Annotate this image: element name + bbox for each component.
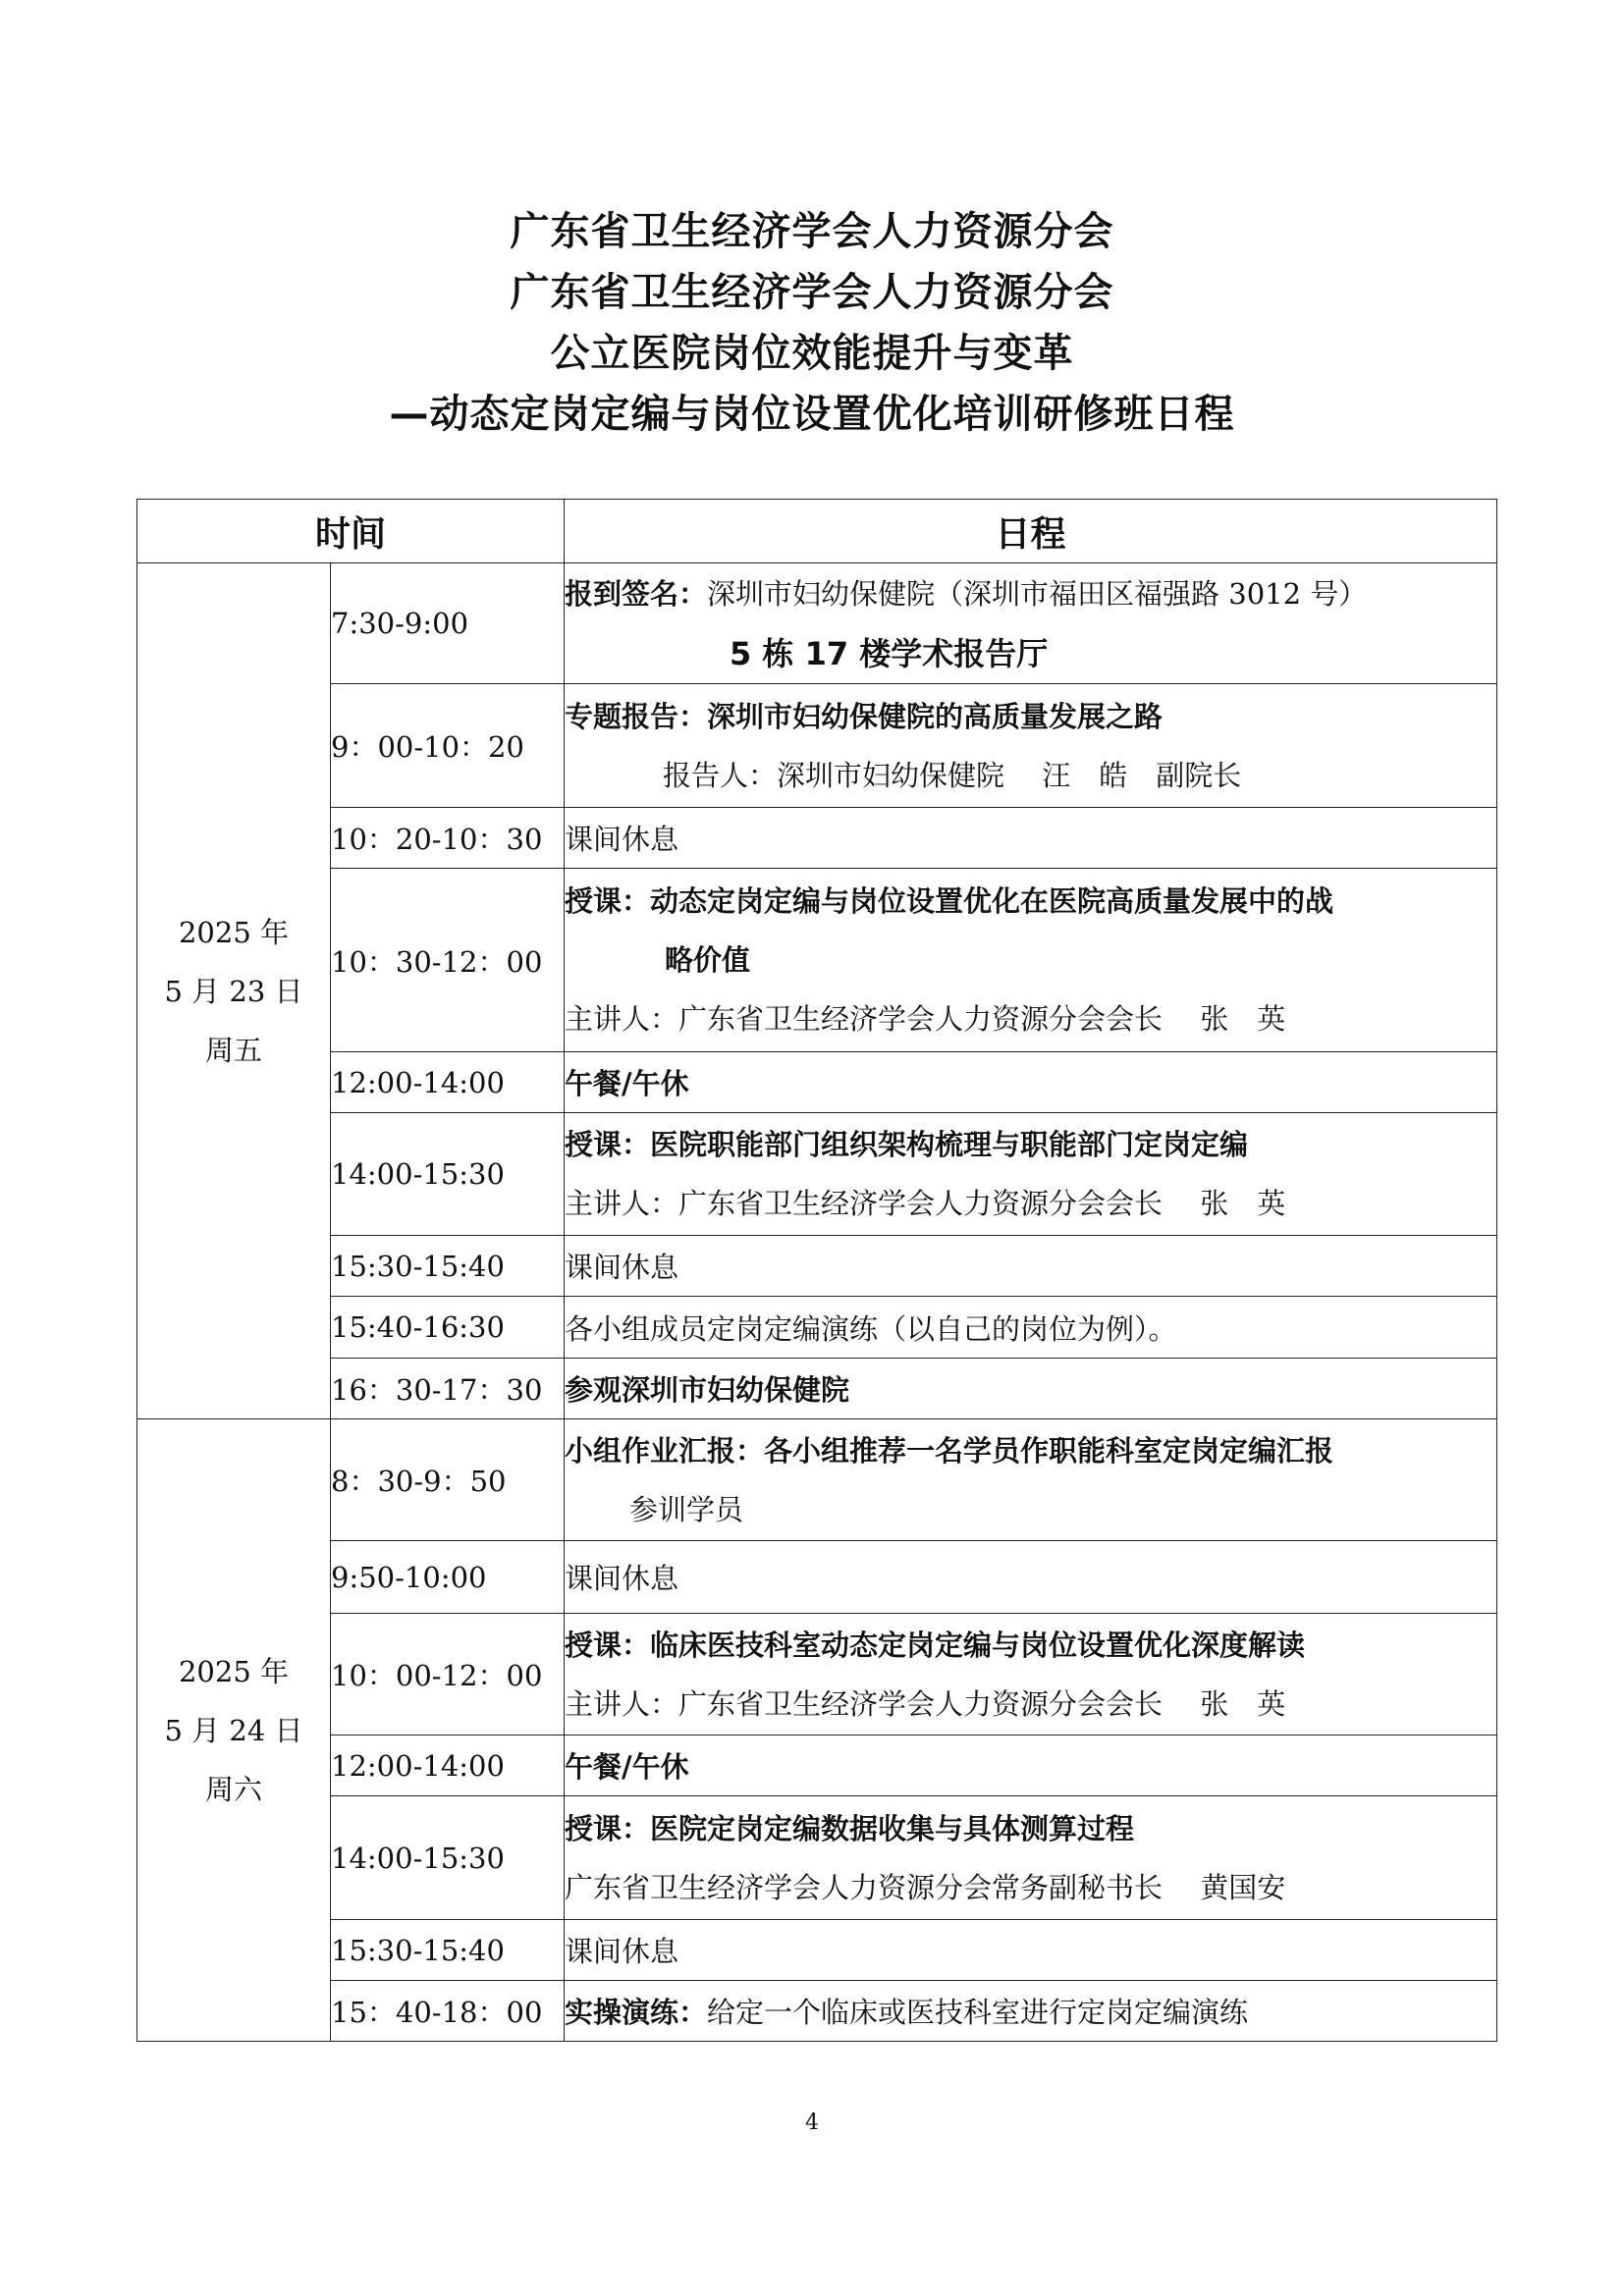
time-cell: 15:40-16:30 <box>331 1297 565 1359</box>
program-cell: 午餐/午休 <box>565 1052 1497 1113</box>
program-label: 小组作业汇报：各小组推荐一名学员作职能科室定岗定编汇报 <box>565 1433 1334 1468</box>
table-row <box>137 1113 1497 1236</box>
table-header-row <box>137 500 1497 563</box>
program-cell: 午餐/午休 <box>565 1735 1497 1796</box>
program-cell: 课间休息 <box>565 808 1497 869</box>
day2-weekday: 周六 <box>204 1772 262 1806</box>
table-row <box>137 1981 1497 2042</box>
time-cell: 10：30-12：00 <box>331 869 565 1052</box>
header-schedule: 日程 <box>565 500 1497 563</box>
day1-date-cell <box>137 563 331 1419</box>
time-cell: 10：20-10：30 <box>331 808 565 869</box>
program-label: 专题报告：深圳市妇幼保健院的高质量发展之路 <box>565 699 1164 733</box>
table-row <box>137 1735 1497 1796</box>
table-row <box>137 684 1497 808</box>
program-cell <box>565 1981 1497 2042</box>
program-cell: 各小组成员定岗定编演练（以自己的岗位为例）。 <box>565 1297 1497 1359</box>
program-cell <box>565 1614 1497 1735</box>
table-row <box>137 1796 1497 1920</box>
program-cell <box>565 563 1497 684</box>
table-row <box>137 563 1497 684</box>
table-row <box>137 1614 1497 1735</box>
table-row <box>137 808 1497 869</box>
time-cell: 15:30-15:40 <box>331 1236 565 1297</box>
program-cell <box>565 1113 1497 1236</box>
day1-date: 5 月 23 日 <box>164 974 303 1008</box>
program-cell <box>565 1419 1497 1541</box>
title-line-3: 公立医院岗位效能提升与变革 <box>550 331 1074 376</box>
day1-weekday: 周五 <box>204 1033 262 1067</box>
program-extra: 5 栋 17 楼学术报告厅 <box>730 634 1049 672</box>
table-row <box>137 1920 1497 1981</box>
time-cell: 14:00-15:30 <box>331 1113 565 1236</box>
table-row <box>137 1359 1497 1419</box>
document-title <box>0 201 1624 445</box>
program-cell <box>565 684 1497 808</box>
time-cell: 12:00-14:00 <box>331 1735 565 1796</box>
program-cell: 课间休息 <box>565 1236 1497 1297</box>
program-label: 授课：医院定岗定编数据收集与具体测算过程 <box>565 1811 1135 1845</box>
time-cell: 14:00-15:30 <box>331 1796 565 1920</box>
table-row <box>137 1419 1497 1541</box>
time-cell: 16：30-17：30 <box>331 1359 565 1419</box>
day2-year: 2025 年 <box>178 1654 290 1688</box>
time-cell: 15:30-15:40 <box>331 1920 565 1981</box>
program-speaker: 主讲人：广东省卫生经济学会人力资源分会会长 张 英 <box>565 1187 1286 1220</box>
day1-year: 2025 年 <box>178 915 290 949</box>
program-speaker: 参训学员 <box>629 1492 744 1526</box>
program-text: 给定一个临床或医技科室进行定岗定编演练 <box>707 1996 1249 2029</box>
program-cell <box>565 1796 1497 1920</box>
program-cell: 课间休息 <box>565 1920 1497 1981</box>
program-label: 授课：临床医技科室动态定岗定编与岗位设置优化深度解读 <box>565 1628 1306 1662</box>
time-cell: 10：00-12：00 <box>331 1614 565 1735</box>
program-cell: 参观深圳市妇幼保健院 <box>565 1359 1497 1419</box>
program-speaker: 主讲人：广东省卫生经济学会人力资源分会会长 张 英 <box>565 1002 1286 1036</box>
title-line-4: —动态定岗定编与岗位设置优化培训研修班日程 <box>389 392 1235 437</box>
table-row <box>137 1297 1497 1359</box>
program-speaker: 广东省卫生经济学会人力资源分会常务副秘书长 黄国安 <box>565 1870 1286 1904</box>
day2-date-cell <box>137 1419 331 2042</box>
table-row <box>137 1052 1497 1113</box>
day2-date: 5 月 24 日 <box>164 1713 303 1747</box>
program-label: 实操演练： <box>565 1996 708 2029</box>
time-cell: 9:50-10:00 <box>331 1541 565 1614</box>
page-number: 4 <box>805 2110 819 2135</box>
program-label: 授课：动态定岗定编与岗位设置优化在医院高质量发展中的战 <box>565 884 1334 918</box>
table-row <box>137 1541 1497 1614</box>
time-cell: 8：30-9：50 <box>331 1419 565 1541</box>
program-speaker: 主讲人：广东省卫生经济学会人力资源分会会长 张 英 <box>565 1686 1286 1721</box>
program-label-cont: 略价值 <box>665 943 751 977</box>
time-cell: 15：40-18：00 <box>331 1981 565 2042</box>
program-label: 报到签名： <box>565 576 708 611</box>
program-cell <box>565 869 1497 1052</box>
title-line-1: 广东省卫生经济学会人力资源分会 <box>510 209 1114 254</box>
header-time: 时间 <box>137 500 565 563</box>
program-label: 授课：医院职能部门组织架构梳理与职能部门定岗定编 <box>565 1128 1249 1161</box>
time-cell: 7:30-9:00 <box>331 563 565 684</box>
title-line-2: 广东省卫生经济学会人力资源分会 <box>510 270 1114 315</box>
time-cell: 9：00-10：20 <box>331 684 565 808</box>
schedule-table <box>136 499 1497 2042</box>
program-text: 深圳市妇幼保健院（深圳市福田区福强路 3012 号） <box>707 576 1368 611</box>
program-speaker: 报告人：深圳市妇幼保健院 汪 皓 副院长 <box>663 758 1242 792</box>
table-row <box>137 869 1497 1052</box>
program-cell: 课间休息 <box>565 1541 1497 1614</box>
time-cell: 12:00-14:00 <box>331 1052 565 1113</box>
table-row <box>137 1236 1497 1297</box>
